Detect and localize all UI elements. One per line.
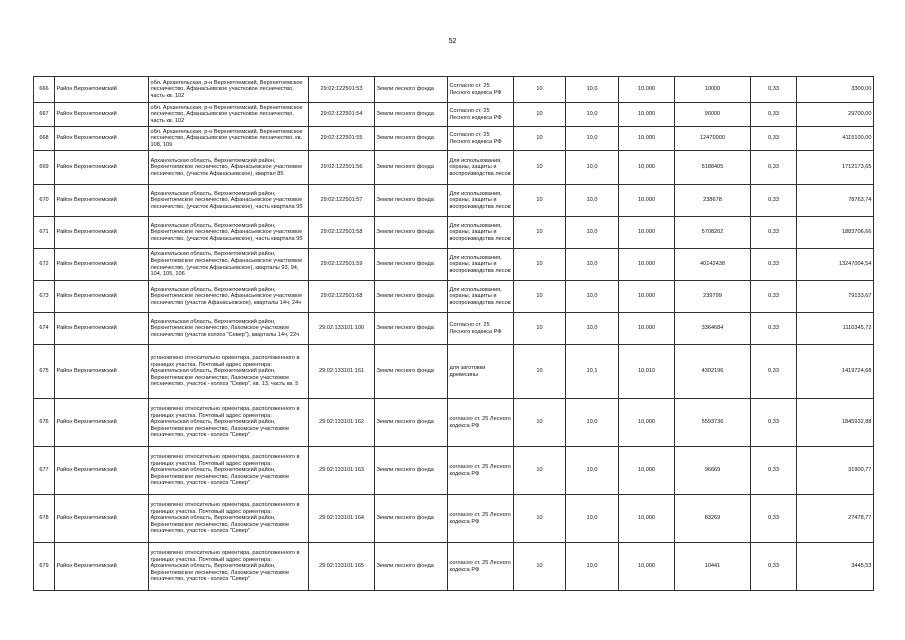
area-cell: 238678 [675, 185, 751, 217]
page-number: 52 [448, 38, 457, 45]
row-number: 673 [34, 281, 55, 313]
coefficient-cell: 0,33 [751, 77, 797, 103]
district-cell: Район Верхнетоемский [55, 127, 149, 151]
coefficient-cell: 0,33 [751, 495, 797, 543]
table-row [34, 249, 874, 281]
amount-cell: 1712173,65 [797, 151, 874, 185]
coefficient-cell: 0,33 [751, 447, 797, 495]
location-cell: Архангельская область, Верхнетоемский район, Верхнетоемское лесничество, Афанасьевское участковое лесничество, (участок Афанасьевское), часть квартала 95 [149, 217, 309, 249]
location-cell: Архангельская область, Верхнетоемский район, Верхнетоемское лесничество, Афанасьевское участковое лесничество (участок Афанасьевское), кварталы 14ч, 24ч [149, 281, 309, 313]
location-cell: Архангельская область, Верхнетоемский район, Верхнетоемское лесничество, Лахомское участковое лесничество (участок колхоз "Север"), кварталы 14ч, 22ч [149, 313, 309, 345]
area-cell: 239799 [675, 281, 751, 313]
coefficient-cell: 0,33 [751, 281, 797, 313]
amount-cell: 1419724,68 [797, 345, 874, 399]
permitted-use-cell: Для использования, охраны, защиты и воспроизводства лесов [448, 217, 514, 249]
rate-cell: 10,0 [566, 447, 619, 495]
land-category-cell: Земли лесного фонда [375, 399, 448, 447]
rate-precise-cell: 10,000 [619, 495, 675, 543]
rate-precise-cell: 10,000 [619, 127, 675, 151]
table-row [34, 77, 874, 103]
term-cell: 10 [514, 217, 566, 249]
rate-cell: 10,0 [566, 249, 619, 281]
district-cell: Район Верхнетоемский [55, 281, 149, 313]
area-cell: 5188405 [675, 151, 751, 185]
table-row [34, 345, 874, 399]
location-cell: обл. Архангельская, р-н Верхнетоемский, Верхнетоемское лесничество, Афанасьевское участковое лесничество, часть кв. 102 [149, 103, 309, 127]
land-category-cell: Земли лесного фонда [375, 345, 448, 399]
amount-cell: 13247004,54 [797, 249, 874, 281]
land-registry-table [33, 76, 874, 591]
coefficient-cell: 0,33 [751, 151, 797, 185]
coefficient-cell: 0,33 [751, 313, 797, 345]
amount-cell: 78763,74 [797, 185, 874, 217]
area-cell: 10441 [675, 543, 751, 591]
term-cell: 10 [514, 281, 566, 313]
permitted-use-cell: согласно ст. 25 Лесного кодекса РФ [448, 399, 514, 447]
rate-precise-cell: 10,000 [619, 103, 675, 127]
cadastral-number-cell: 29:02:133101:100 [309, 313, 375, 345]
cadastral-number-cell: 29:02:133101:161 [309, 345, 375, 399]
rate-precise-cell: 10,000 [619, 447, 675, 495]
cadastral-number-cell: 29:02:122501:57 [309, 185, 375, 217]
row-number: 669 [34, 151, 55, 185]
amount-cell: 3445,53 [797, 543, 874, 591]
area-cell: 12470000 [675, 127, 751, 151]
district-cell: Район Верхнетоемский [55, 77, 149, 103]
cadastral-number-cell: 29:02:122501:53 [309, 77, 375, 103]
term-cell: 10 [514, 313, 566, 345]
rate-precise-cell: 10,000 [619, 543, 675, 591]
rate-cell: 10,0 [566, 495, 619, 543]
table-row [34, 281, 874, 313]
table-row [34, 103, 874, 127]
cadastral-number-cell: 29:02:122501:54 [309, 103, 375, 127]
area-cell: 83269 [675, 495, 751, 543]
row-number: 671 [34, 217, 55, 249]
cadastral-number-cell: 29:02:133101:163 [309, 447, 375, 495]
amount-cell: 31900,77 [797, 447, 874, 495]
district-cell: Район Верхнетоемский [55, 151, 149, 185]
land-category-cell: Земли лесного фонда [375, 151, 448, 185]
cadastral-number-cell: 29:02:122501:68 [309, 281, 375, 313]
row-number: 668 [34, 127, 55, 151]
land-category-cell: Земли лесного фонда [375, 217, 448, 249]
row-number: 666 [34, 77, 55, 103]
district-cell: Район Верхнетоемский [55, 313, 149, 345]
permitted-use-cell: Для использования, охраны, защиты и воспроизводства лесов [448, 185, 514, 217]
term-cell: 10 [514, 249, 566, 281]
district-cell: Район Верхнетоемский [55, 495, 149, 543]
permitted-use-cell: Согласно ст. 25 Лесного кодекса РФ [448, 77, 514, 103]
rate-cell: 10,0 [566, 399, 619, 447]
term-cell: 10 [514, 77, 566, 103]
table-row [34, 185, 874, 217]
amount-cell: 79133,67 [797, 281, 874, 313]
rate-precise-cell: 10,000 [619, 77, 675, 103]
land-category-cell: Земли лесного фонда [375, 543, 448, 591]
row-number: 670 [34, 185, 55, 217]
row-number: 679 [34, 543, 55, 591]
rate-precise-cell: 10,000 [619, 185, 675, 217]
cadastral-number-cell: 29:02:133101:165 [309, 543, 375, 591]
term-cell: 10 [514, 127, 566, 151]
term-cell: 10 [514, 151, 566, 185]
land-category-cell: Земли лесного фонда [375, 103, 448, 127]
term-cell: 10 [514, 399, 566, 447]
row-number: 667 [34, 103, 55, 127]
row-number: 678 [34, 495, 55, 543]
land-category-cell: Земли лесного фонда [375, 281, 448, 313]
rate-precise-cell: 10,000 [619, 281, 675, 313]
table-row [34, 127, 874, 151]
cadastral-number-cell: 29:02:122501:59 [309, 249, 375, 281]
district-cell: Район Верхнетоемский [55, 447, 149, 495]
rate-cell: 10,0 [566, 127, 619, 151]
area-cell: 40142438 [675, 249, 751, 281]
row-number: 677 [34, 447, 55, 495]
term-cell: 10 [514, 345, 566, 399]
district-cell: Район Верхнетоемский [55, 249, 149, 281]
amount-cell: 1110345,72 [797, 313, 874, 345]
area-cell: 3364684 [675, 313, 751, 345]
term-cell: 10 [514, 495, 566, 543]
permitted-use-cell: Для использования, охраны, защиты и воспроизводства лесов [448, 151, 514, 185]
term-cell: 10 [514, 543, 566, 591]
rate-cell: 10,0 [566, 77, 619, 103]
table-row [34, 313, 874, 345]
rate-cell: 10,0 [566, 313, 619, 345]
rate-cell: 10,0 [566, 217, 619, 249]
coefficient-cell: 0,33 [751, 249, 797, 281]
rate-precise-cell: 10,000 [619, 399, 675, 447]
rate-precise-cell: 10,000 [619, 151, 675, 185]
row-number: 675 [34, 345, 55, 399]
district-cell: Район Верхнетоемский [55, 185, 149, 217]
row-number: 674 [34, 313, 55, 345]
permitted-use-cell: согласно ст. 25 Лесного кодекса РФ [448, 495, 514, 543]
land-category-cell: Земли лесного фонда [375, 447, 448, 495]
location-cell: обл. Архангельская, р-н Верхнетоемский, Верхнетоемское лесничество, Афанасьевское участковое лесничество, часть кв. 102 [149, 77, 309, 103]
amount-cell: 1845932,88 [797, 399, 874, 447]
location-cell: обл. Архангельская, р-н Верхнетоемский, Верхнетоемское лесничество, Афанасьевское участковое лесничество, кв. 108, 109 [149, 127, 309, 151]
coefficient-cell: 0,33 [751, 103, 797, 127]
area-cell: 4302196 [675, 345, 751, 399]
permitted-use-cell: Для использования, охраны, защиты и воспроизводства лесов [448, 281, 514, 313]
district-cell: Район Верхнетоемский [55, 399, 149, 447]
rate-cell: 10,0 [566, 543, 619, 591]
amount-cell: 4115100,00 [797, 127, 874, 151]
cadastral-number-cell: 29:02:133101:164 [309, 495, 375, 543]
rate-cell: 10,0 [566, 281, 619, 313]
land-category-cell: Земли лесного фонда [375, 127, 448, 151]
district-cell: Район Верхнетоемский [55, 345, 149, 399]
land-category-cell: Земли лесного фонда [375, 313, 448, 345]
term-cell: 10 [514, 103, 566, 127]
land-category-cell: Земли лесного фонда [375, 495, 448, 543]
table-row [34, 447, 874, 495]
cadastral-number-cell: 29:02:122501:58 [309, 217, 375, 249]
row-number: 672 [34, 249, 55, 281]
table-row [34, 495, 874, 543]
rate-precise-cell: 10,000 [619, 313, 675, 345]
rate-precise-cell: 10,010 [619, 345, 675, 399]
row-number: 676 [34, 399, 55, 447]
rate-precise-cell: 10,000 [619, 249, 675, 281]
term-cell: 10 [514, 185, 566, 217]
rate-cell: 10,0 [566, 185, 619, 217]
district-cell: Район Верхнетоемский [55, 543, 149, 591]
permitted-use-cell: Согласно ст. 25 Лесного кодекса РФ [448, 103, 514, 127]
area-cell: 5593736 [675, 399, 751, 447]
permitted-use-cell: Для использования, охраны, защиты и воспроизводства лесов [448, 249, 514, 281]
land-category-cell: Земли лесного фонда [375, 185, 448, 217]
cadastral-number-cell: 29:02:122501:55 [309, 127, 375, 151]
table-row [34, 399, 874, 447]
land-category-cell: Земли лесного фонда [375, 77, 448, 103]
rate-cell: 10,0 [566, 151, 619, 185]
permitted-use-cell: согласно ст. 25 Лесного кодекса РФ [448, 447, 514, 495]
location-cell: установлено относительно ориентира, расположенного в границах участка. Почтовый адрес ориентира: Архангельская область, Верхнетоемский район, Верхнетоемское лесничество, Лахомское участковое лесничество, участок - колхоз "Север" [149, 495, 309, 543]
coefficient-cell: 0,33 [751, 345, 797, 399]
term-cell: 10 [514, 447, 566, 495]
rate-precise-cell: 10,000 [619, 217, 675, 249]
location-cell: установлено относительно ориентира, расположенного в границах участка. Почтовый адрес ориентира: Архангельская область, Верхнетоемский район, Верхнетоемское лесничество, Лахомское участковое лесничество, участок - колхоз "Север" [149, 543, 309, 591]
cadastral-number-cell: 29:02:122501:56 [309, 151, 375, 185]
coefficient-cell: 0,33 [751, 399, 797, 447]
land-category-cell: Земли лесного фонда [375, 249, 448, 281]
permitted-use-cell: Согласно ст. 25 Лесного кодекса РФ [448, 127, 514, 151]
rate-cell: 10,1 [566, 345, 619, 399]
location-cell: Архангельская область, Верхнетоемский район, Верхнетоемское лесничество, Афанасьевское участковое лесничество, (участок Афанасьевское), квартал 85 [149, 151, 309, 185]
location-cell: установлено относительно ориентира, расположенного в границах участка. Почтовый адрес ориентира: Архангельская область, Верхнетоемский район, Верхнетоемское лесничество, Лахомское участковое лесничество, участок - колхоз "Север", кв. 13, часть кв. 5 [149, 345, 309, 399]
coefficient-cell: 0,33 [751, 217, 797, 249]
coefficient-cell: 0,33 [751, 185, 797, 217]
area-cell: 96669 [675, 447, 751, 495]
coefficient-cell: 0,33 [751, 127, 797, 151]
cadastral-number-cell: 29:02:133101:162 [309, 399, 375, 447]
table-row [34, 217, 874, 249]
location-cell: Архангельская область, Верхнетоемский район, Верхнетоемское лесничество, Афанасьевское участковое лесничество, (участок Афанасьевское), часть квартала 95 [149, 185, 309, 217]
district-cell: Район Верхнетоемский [55, 103, 149, 127]
amount-cell: 3300,00 [797, 77, 874, 103]
permitted-use-cell: для заготовки древесины [448, 345, 514, 399]
table-row [34, 151, 874, 185]
amount-cell: 27478,77 [797, 495, 874, 543]
district-cell: Район Верхнетоемский [55, 217, 149, 249]
location-cell: установлено относительно ориентира, расположенного в границах участка. Почтовый адрес ориентира: Архангельская область, Верхнетоемский район, Верхнетоемское лесничество, Лахомское участковое лесничество, участок - колхоз "Север" [149, 399, 309, 447]
permitted-use-cell: согласно ст. 25 Лесного кодекса РФ [448, 543, 514, 591]
area-cell: 5708202 [675, 217, 751, 249]
coefficient-cell: 0,33 [751, 543, 797, 591]
rate-cell: 10,0 [566, 103, 619, 127]
location-cell: установлено относительно ориентира, расположенного в границах участка. Почтовый адрес ориентира: Архангельская область, Верхнетоемский район, Верхнетоемское лесничество, Лахомское участковое лесничество, участок - колхоз "Север" [149, 447, 309, 495]
amount-cell: 1883706,66 [797, 217, 874, 249]
location-cell: Архангельская область, Верхнетоемский район, Верхнетоемское лесничество, Афанасьевское участковое лесничество, (участок Афанасьевское), кварталы 93, 94, 104, 105, 106 [149, 249, 309, 281]
permitted-use-cell: Согласно ст. 25 Лесного кодекса РФ [448, 313, 514, 345]
area-cell: 90000 [675, 103, 751, 127]
table-row [34, 543, 874, 591]
amount-cell: 29700,00 [797, 103, 874, 127]
area-cell: 10000 [675, 77, 751, 103]
